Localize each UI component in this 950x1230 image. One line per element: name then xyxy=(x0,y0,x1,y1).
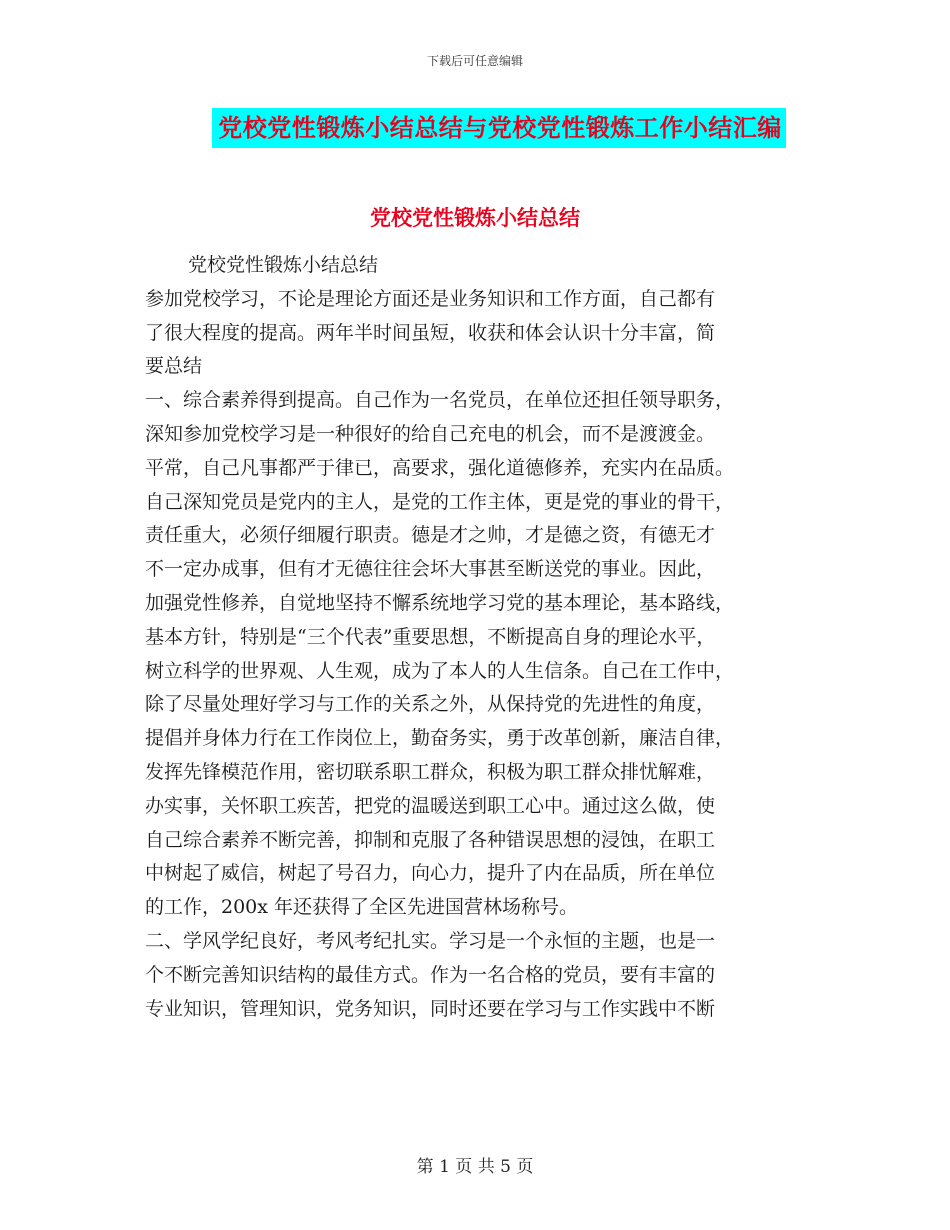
text-line: 办实事，关怀职工疾苦，把党的温暖送到职工心中。通过这么做，使 xyxy=(145,794,716,817)
text-line: 责任重大，必须仔细履行职责。德是才之帅，才是德之资，有德无才 xyxy=(145,524,716,547)
text-line: 自己综合素养不断完善，抑制和克服了各种错误思想的浸蚀，在职工 xyxy=(145,828,716,851)
text-line: 不一定办成事，但有才无德往往会坏大事甚至断送党的事业。因此， xyxy=(145,558,716,581)
text-line: 加强党性修养，自觉地坚持不懈系统地学习党的基本理论，基本路线， xyxy=(145,591,735,614)
main-title-container xyxy=(0,108,950,148)
text-line: 平常，自己凡事都严于律已，高要求，强化道德修养，充实内在品质。 xyxy=(145,456,735,479)
text-line: 深知参加党校学习是一种很好的给自己充电的机会，而不是渡渡金。 xyxy=(145,422,716,445)
text-line: 个不断完善知识结构的最佳方式。作为一名合格的党员，要有丰富的 xyxy=(145,963,716,986)
section-title: 党校党性锻炼小结总结 xyxy=(370,205,580,230)
paragraph-heading: 党校党性锻炼小结总结 xyxy=(188,254,379,276)
text-line: 了很大程度的提高。两年半时间虽短，收获和体会认识十分丰富，简 xyxy=(145,321,716,344)
text-line: 一、综合素养得到提高。自己作为一名党员，在单位还担任领导职务， xyxy=(145,389,735,412)
text-line: 提倡并身体力行在工作岗位上，勤奋务实，勇于改革创新，廉洁自律， xyxy=(145,727,735,750)
text-line: 发挥先锋模范作用，密切联系职工群众，积极为职工群众排忧解难， xyxy=(145,760,716,783)
text-line: 的工作，200x 年还获得了全区先进国营林场称号。 xyxy=(145,896,579,919)
text-line: 专业知识，管理知识，党务知识，同时还要在学习与工作实践中不断 xyxy=(145,997,716,1020)
text-line: 基本方针，特别是“三个代表”重要思想，不断提高自身的理论水平， xyxy=(145,625,716,648)
main-title: 党校党性锻炼小结总结与党校党性锻炼工作小结汇编 xyxy=(212,108,786,148)
text-line: 中树起了威信，树起了号召力，向心力，提升了内在品质，所在单位 xyxy=(145,862,716,885)
text-line: 树立科学的世界观、人生观，成为了本人的人生信条。自己在工作中， xyxy=(145,659,735,682)
text-line: 除了尽量处理好学习与工作的关系之外，从保持党的先进性的角度， xyxy=(145,693,716,716)
page-footer: 第 1 页 共 5 页 xyxy=(416,1157,534,1177)
text-line: 二、学风学纪良好，考风考纪扎实。学习是一个永恒的主题，也是一 xyxy=(145,929,716,952)
text-line: 自己深知党员是党内的主人，是党的工作主体，更是党的事业的骨干， xyxy=(145,490,735,513)
page-header-note: 下载后可任意编辑 xyxy=(426,54,523,68)
body-text xyxy=(145,249,807,1026)
text-line: 参加党校学习，不论是理论方面还是业务知识和工作方面，自己都有 xyxy=(145,287,716,310)
text-line: 要总结 xyxy=(145,355,203,378)
